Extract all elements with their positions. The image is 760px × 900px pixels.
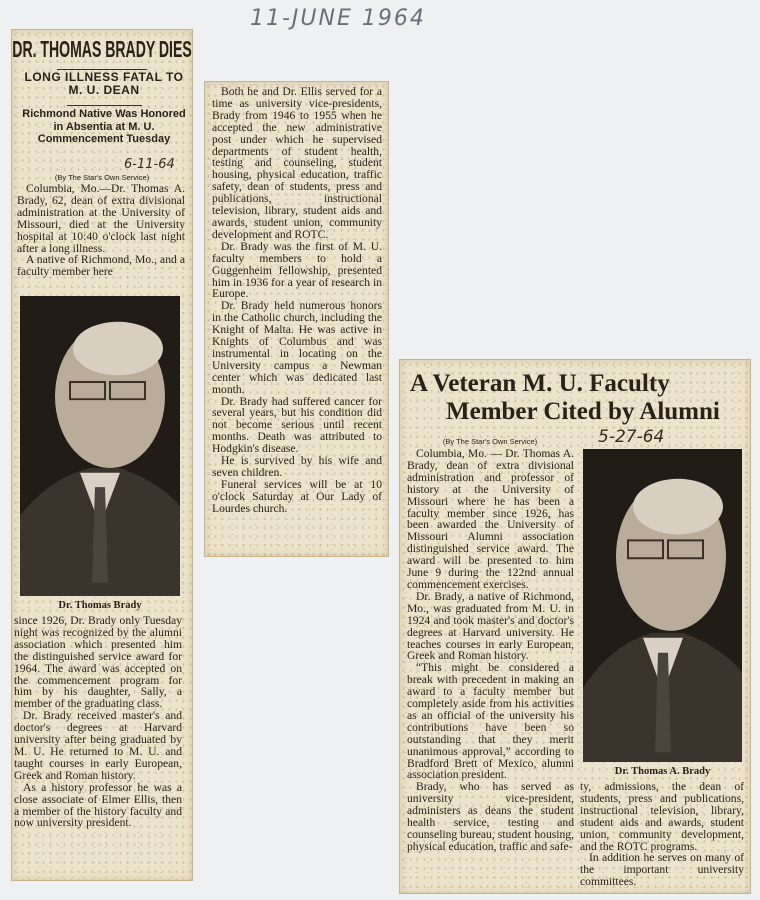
portrait-photo: [20, 296, 180, 596]
article-text-right: [580, 781, 744, 888]
page-date-annotation: 11-JUNE 1964: [250, 6, 426, 31]
paragraph: In addition he serves on many of the important university committees.: [580, 851, 744, 889]
portrait-image: [20, 296, 180, 596]
clipping-brady-obituary: [12, 30, 192, 880]
paragraph: since 1926, Dr. Brady only Tuesday night was recognized by the alumni association which presented him the distinguished service award for 1964. The award was accepted on the commencement program for him by his daughter, Sally, a member of the graduating class.: [14, 614, 182, 711]
headline-line-1: A Veteran M. U. Faculty: [410, 370, 670, 397]
article-text-bottom: [14, 615, 182, 829]
article-text-left: [407, 448, 574, 853]
paragraph: Columbia, Mo. — Dr. Thomas A. Brady, dean of extra divisional administration and professor of history at the University of Missouri where he has been a faculty member since 1926, has been awarded the University of Missouri Alumni association distinguished service award. The award will be presented to him June 9 during the 122nd annual commencement exercises.: [407, 447, 574, 591]
subheadline: LONG ILLNESS FATAL TO M. U. DEAN: [24, 70, 184, 97]
clipping-obituary-continued: [205, 82, 388, 556]
paragraph: Dr. Brady, a native of Richmond, Mo., was graduated from M. U. in 1924 and took master's and doctor's degrees at Harvard university. He teaches courses in early European, Greek and Roman history.: [407, 589, 574, 663]
byline-credit: (By The Star's Own Service): [442, 437, 538, 446]
paragraph: Funeral services will be at 10 o'clock Saturday at Our Lady of Lourdes church.: [212, 477, 382, 515]
deck: Richmond Native Was Honored in Absentia at M. U. Commencement Tuesday: [22, 108, 186, 145]
paragraph: Dr. Brady received master's and doctor's degrees at Harvard university after being graduated by M. U. He returned to M. U. and taught courses in early European, Greek and Roman history.: [14, 709, 182, 782]
photo-caption: Dr. Thomas Brady: [58, 600, 142, 611]
article-text: [212, 86, 382, 515]
byline-credit: (By The Star's Own Service): [54, 173, 150, 182]
paragraph: Dr. Brady had suffered cancer for several years, but his condition did not become serious until recent months. Death was attributed to Hodgkin's disease.: [212, 394, 382, 456]
divider: [67, 105, 142, 106]
paragraph: Columbia, Mo.—Dr. Thomas A. Brady, 62, dean of extra divisional administration at the University of Missouri, died at the University hospital at 10:40 o'clock last night after a long illness.: [17, 182, 185, 255]
paragraph: Dr. Brady was the first of M. U. faculty members to hold a Guggenheim fellowship, presented him in 1936 for a year of research in Europe.: [212, 239, 382, 301]
clipping-alumni-award: [400, 360, 750, 893]
headline-line-2: Member Cited by Alumni: [446, 398, 720, 425]
paragraph: ty, admissions, the dean of students, press and publications, instructional television, library, student aids and awards, student union, community development, and the ROTC programs.: [580, 780, 744, 853]
paragraph: Both he and Dr. Ellis served for a time as university vice-presidents, Brady from 1946 to 1955 when he accepted the new administrative post under which he supervised departments of student health, testing and counseling, student housing, physical education, traffic safety, dean of students, press and publications, instructional television, library, student aids and awards, student union, community development and ROTC.: [212, 85, 382, 241]
handwritten-date: 6-11-64: [124, 157, 175, 172]
paragraph: Brady, who has served as university vice-president, administers as deans the student health service, testing and counseling bureau, student housing, physical education, traffic and safe-: [407, 780, 574, 853]
portrait-image: [583, 449, 742, 762]
article-text-top: [17, 183, 185, 278]
headline: DR. THOMAS BRADY DIES: [12, 38, 192, 64]
paragraph: A native of Richmond, Mo., and a faculty member here: [17, 253, 185, 279]
paragraph: As a history professor he was a close associate of Elmer Ellis, then a member of the history faculty and now university president.: [14, 780, 182, 830]
portrait-photo: [583, 449, 742, 762]
handwritten-date: 5-27-64: [598, 427, 665, 447]
paragraph: Dr. Brady held numerous honors in the Catholic church, including the Knight of Malta. He was active in Knights of Columbus and was instrumental in locating on the University campus a Newman center which was dedicated last month.: [212, 299, 382, 396]
paragraph: He is survived by his wife and seven children.: [212, 454, 382, 479]
paragraph: “This might be considered a break with precedent in making an award to a faculty member but completely aside from his activities as an official of the university his contributions have been so outstanding that they merit unanimous approval,” according to Bradford Brett of Mexico, alumni association president.: [407, 661, 574, 782]
photo-caption: Dr. Thomas A. Brady: [614, 766, 711, 777]
